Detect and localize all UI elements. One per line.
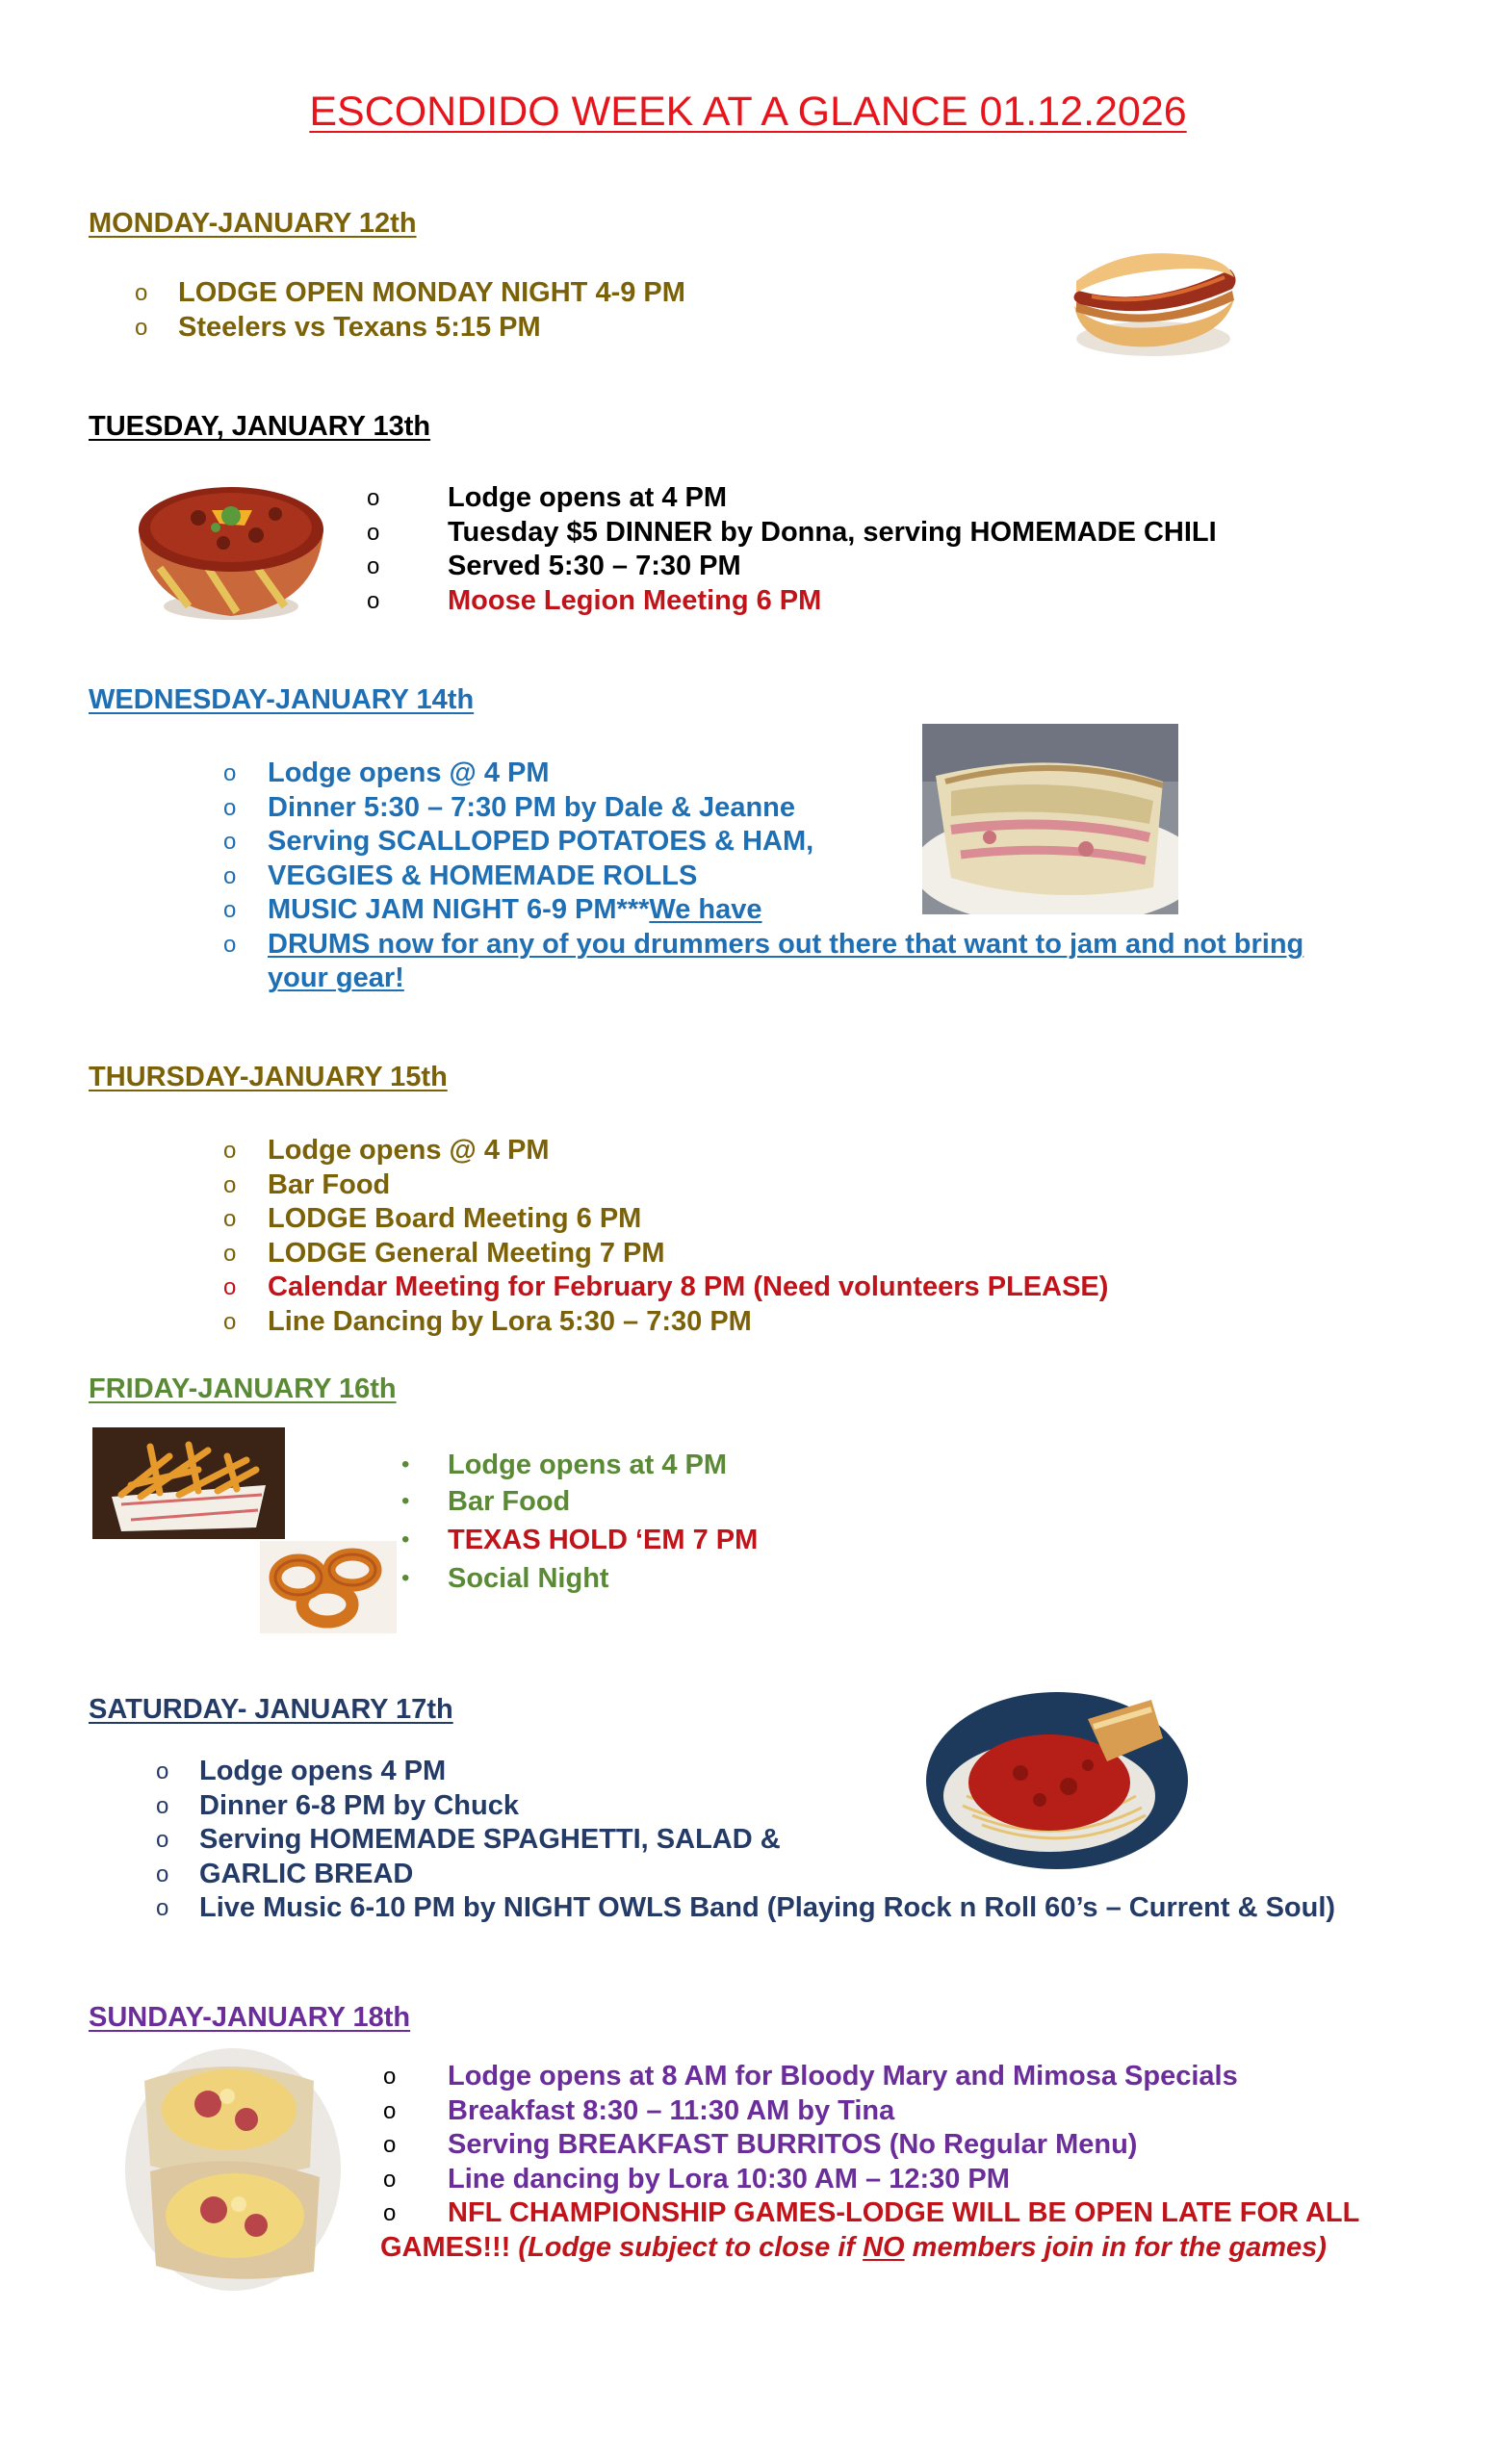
- list-item: o Steelers vs Texans 5:15 PM: [135, 311, 541, 343]
- list-item: o GARLIC BREAD: [156, 1858, 414, 1889]
- tuesday-header: TUESDAY, JANUARY 13th: [89, 411, 431, 442]
- monday-header: MONDAY-JANUARY 12th: [89, 208, 417, 239]
- monday-list: [135, 276, 685, 345]
- list-item: o Served 5:30 – 7:30 PM: [367, 551, 741, 581]
- list-item: • Lodge opens at 4 PM: [401, 1450, 728, 1480]
- list-item: o LODGE General Meeting 7 PM: [223, 1237, 665, 1269]
- list-item: o Serving HOMEMADE SPAGHETTI, SALAD &: [156, 1824, 781, 1855]
- list-item: o Dinner 5:30 – 7:30 PM by Dale & Jeanne: [223, 791, 795, 823]
- list-item: your gear!: [268, 962, 404, 993]
- breakfast-burrito-image: [121, 2042, 345, 2295]
- list-item: • TEXAS HOLD ‘EM 7 PM: [401, 1525, 759, 1555]
- list-item: o Lodge opens @ 4 PM: [223, 1135, 550, 1166]
- list-item: o Lodge opens @ 4 PM: [223, 757, 550, 788]
- friday-header: FRIDAY-JANUARY 16th: [89, 1373, 397, 1404]
- thursday-list: [223, 1134, 1109, 1339]
- list-item: o Lodge opens at 8 AM for Bloody Mary and Mimosa Specials: [383, 2061, 1238, 2092]
- list-item: o Serving SCALLOPED POTATOES & HAM,: [223, 826, 814, 857]
- list-item: o Calendar Meeting for February 8 PM (Need volunteers PLEASE): [223, 1271, 1109, 1302]
- chili-bowl-image: [131, 472, 331, 626]
- list-item: o Line Dancing by Lora 5:30 – 7:30 PM: [223, 1305, 752, 1337]
- list-item: o Bar Food: [223, 1168, 391, 1200]
- list-item: o Lodge opens 4 PM: [156, 1756, 447, 1786]
- list-item: o Breakfast 8:30 – 11:30 AM by Tina: [383, 2094, 895, 2126]
- wednesday-header: WEDNESDAY-JANUARY 14th: [89, 684, 475, 715]
- french-fries-image: [92, 1427, 285, 1539]
- sunday-header: SUNDAY-JANUARY 18th: [89, 2002, 411, 2033]
- saturday-list: [156, 1755, 1336, 1926]
- list-item: o MUSIC JAM NIGHT 6-9 PM***We have: [223, 894, 762, 925]
- tuesday-list: [367, 481, 1217, 618]
- list-item: o Lodge opens at 4 PM: [367, 482, 728, 513]
- hot-dog-image: [1063, 243, 1242, 364]
- list-item: o Moose Legion Meeting 6 PM: [367, 584, 822, 616]
- list-item: o LODGE OPEN MONDAY NIGHT 4-9 PM: [135, 277, 685, 308]
- list-item: • Bar Food: [401, 1486, 571, 1517]
- list-item: • Social Night: [401, 1563, 609, 1594]
- list-item: o Tuesday $5 DINNER by Donna, serving HOMEMADE CHILI: [367, 516, 1217, 548]
- list-item: o Live Music 6-10 PM by NIGHT OWLS Band (Playing Rock n Roll 60’s – Current & Soul): [156, 1892, 1336, 1923]
- list-item: o Serving BREAKFAST BURRITOS (No Regular Menu): [383, 2129, 1138, 2160]
- page-title: ESCONDIDO WEEK AT A GLANCE 01.12.2026: [309, 89, 1187, 135]
- wednesday-list: [223, 757, 1304, 996]
- sunday-list: [383, 2060, 1360, 2231]
- nfl-continuation: GAMES!!! (Lodge subject to close if NO members join in for the games): [380, 2232, 1327, 2263]
- onion-rings-image: [260, 1541, 397, 1633]
- list-item: o LODGE Board Meeting 6 PM: [223, 1203, 642, 1234]
- list-item: o VEGGIES & HOMEMADE ROLLS: [223, 860, 698, 891]
- list-item: o NFL CHAMPIONSHIP GAMES-LODGE WILL BE OPEN LATE FOR ALL: [383, 2197, 1360, 2228]
- thursday-header: THURSDAY-JANUARY 15th: [89, 1062, 448, 1092]
- list-item: o Dinner 6-8 PM by Chuck: [156, 1789, 519, 1821]
- list-item: o Line dancing by Lora 10:30 AM – 12:30 PM: [383, 2163, 1010, 2194]
- saturday-header: SATURDAY- JANUARY 17th: [89, 1694, 453, 1725]
- friday-list: [401, 1447, 759, 1597]
- list-item: o DRUMS now for any of you drummers out there that want to jam and not bring: [223, 928, 1304, 960]
